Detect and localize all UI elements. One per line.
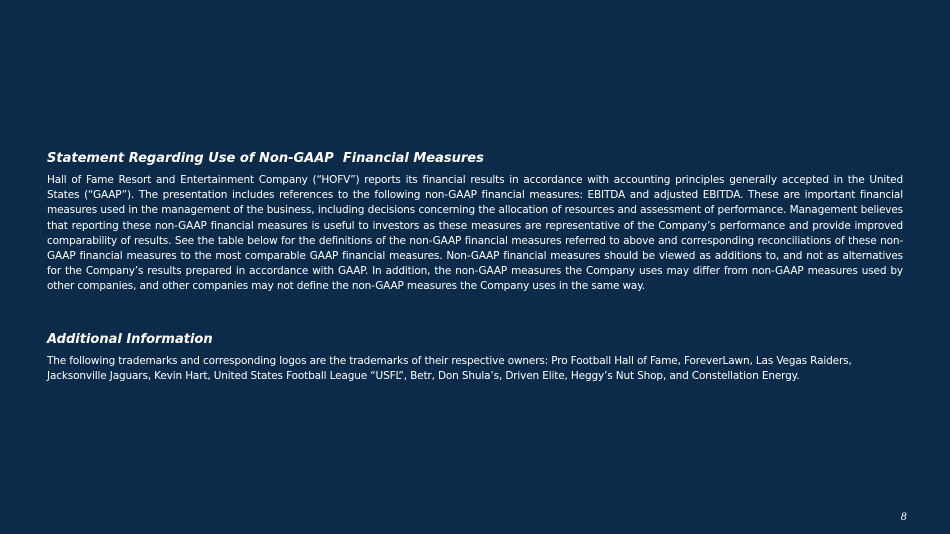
non-gaap-heading: Statement Regarding Use of Non-GAAP Financial Measures	[47, 151, 484, 166]
additional-info-body: The following trademarks and corresponding logos are the trademarks of their respective owners: Pro Football Hall of Fame, ForeverLawn, Las Vegas Raiders, Jacksonville Jaguars, Kevin Hart, United States Football League “USFL”, Betr, Don Shula’s, Driven Elite, Heggy’s Nut Shop, and Constellation Energy.	[47, 355, 852, 383]
additional-info-heading: Additional Information	[47, 332, 213, 347]
page-number: 8	[900, 512, 907, 523]
additional-info-section	[47, 332, 903, 384]
non-gaap-section	[47, 151, 903, 295]
non-gaap-body: Hall of Fame Resort and Entertainment Company (“HOFV”) reports its financial results in accordance with accounting principles generally accepted in the United States (“GAAP”). The presentation includes references to the following non-GAAP financial measures: EBITDA and adjusted EBITDA. These are important financial measures used in the management of the business, including decisions concerning the allocation of resources and assessment of performance. Management believes that reporting these non-GAAP financial measures is useful to investors as these measures are representative of the Company’s performance and provide improved comparability of results. See the table below for the definitions of the non-GAAP financial measures referred to above and corresponding reconciliations of these non-GAAP financial measures to the most comparable GAAP financial measures. Non-GAAP financial measures should be viewed as additions to, and not as alternatives for the Company’s results prepared in accordance with GAAP. In addition, the non-GAAP measures the Company uses may differ from non-GAAP measures used by other companies, and other companies may not define the non-GAAP measures the Company uses in the same way.	[47, 174, 903, 293]
